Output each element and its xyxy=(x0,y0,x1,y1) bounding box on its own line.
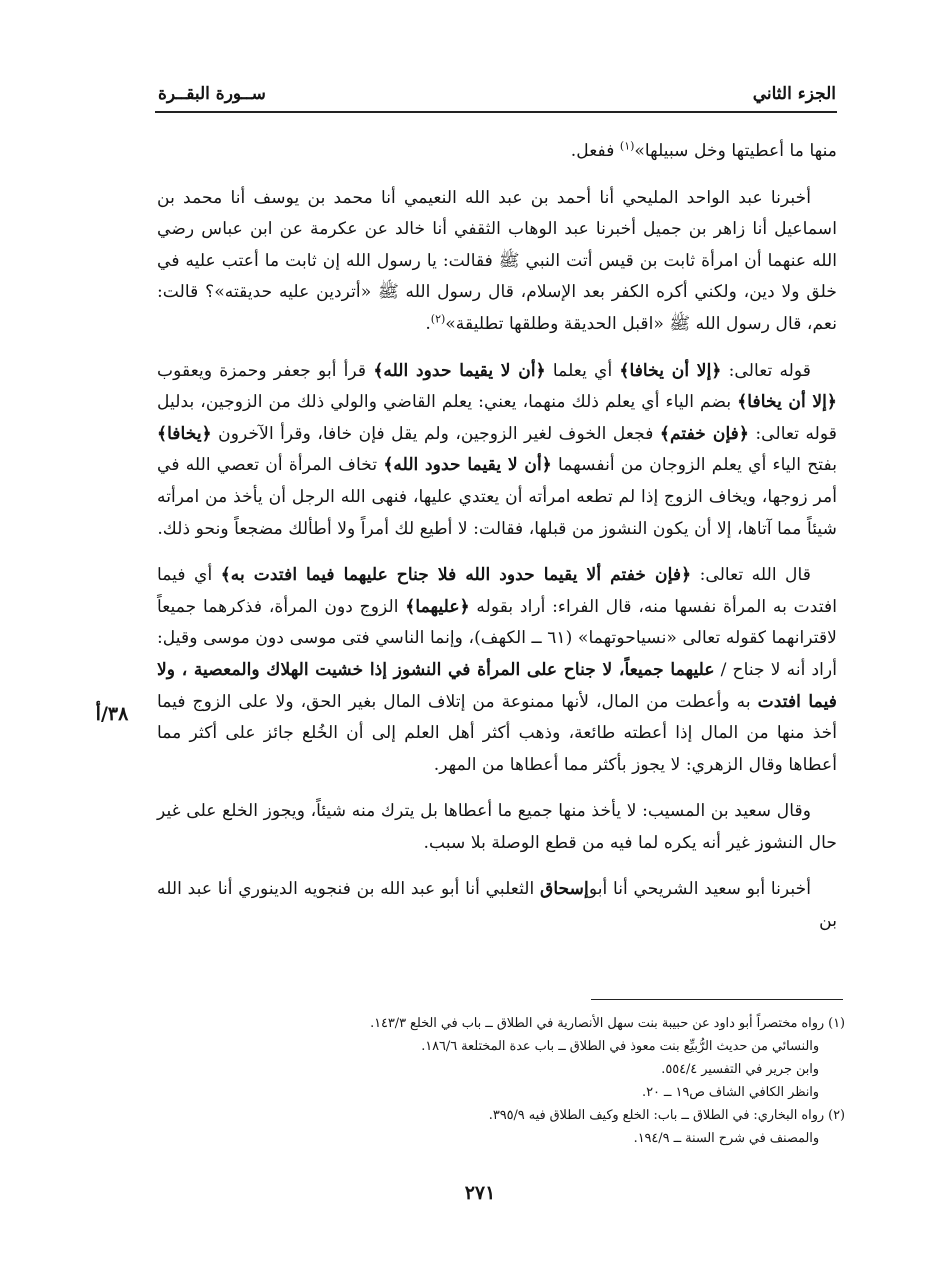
paragraph-2-end: . xyxy=(425,313,431,334)
quran-quote: ﴿فإن خفتم ألا يقيما حدود الله فلا جناح عليهما فيما افتدت به﴾ xyxy=(220,565,692,586)
text-run: الثعلبي أنا أبو عبد الله بن فنجويه الدينوري أنا عبد الله بن xyxy=(157,879,837,932)
main-text xyxy=(157,136,837,938)
text-run: قرأ أبو جعفر وحمزة ويعقوب xyxy=(157,360,374,381)
footnotes xyxy=(300,1012,845,1150)
footnote-1: (١) رواه مختصراً أبو داود عن حبيبة بنت سهل الأنصارية في الطلاق ــ باب في الخلع ١٤٣/٣. xyxy=(370,1016,845,1031)
quran-quote: ﴿أن لا يقيما حدود الله﴾ xyxy=(383,455,552,476)
quran-quote: ﴿إلا أن يخافا﴾ xyxy=(619,360,722,381)
footnote-ref-2: (٢) xyxy=(430,312,446,326)
paragraph-5 xyxy=(157,796,837,859)
footnote-1-line-4: وانظر الكافي الشاف ص١٩ ــ ٢٠. xyxy=(642,1085,819,1100)
manuscript-folio-ref: ٣٨/أ xyxy=(95,703,129,725)
quran-quote: ﴿عليهما﴾ xyxy=(405,596,470,617)
text-run: أي فيما افتدت به المرأة نفسها منه، قال الفراء: أراد بقوله xyxy=(157,565,837,617)
paragraph-4 xyxy=(157,560,837,781)
text-run: فجعل الخوف لغير الزوجين، ولم يقل فإن خافا، وقرأ الآخرون xyxy=(211,423,660,444)
text-run: الزوج دون المرأة، فذكرهما جميعاً لاقترانهما كقوله تعالى «نسياحوتهما» (٦١ ــ الكهف)، وإنما الناسي فتى موسى دون موسى وقيل: أراد أنه لا جناح / xyxy=(157,596,837,680)
footnote-2: (٢) رواه البخاري: في الطلاق ــ باب: الخلع وكيف الطلاق فيه ٣٩٥/٩. xyxy=(488,1108,845,1123)
footnote-1-line-2: والنسائي من حديث الرُّبيِّع بنت معوذ في الطلاق ــ باب عدة المختلعة ١٨٦/٦. xyxy=(421,1039,819,1054)
header-surah: ســورة البقــرة xyxy=(158,84,266,104)
header-rule xyxy=(155,111,837,113)
footnote-rule xyxy=(591,999,843,1000)
footnote-ref-1: (١) xyxy=(619,139,635,153)
paragraph-2 xyxy=(157,183,837,341)
bold-text-run: عليهما جميعاً، لا جناح على المرأة في النشوز إذا خشيت الهلاك والمعصية ، ولا فيما افتدت xyxy=(157,659,837,712)
footnote-1-line-3: وابن جرير في التفسير ٥٥٤/٤. xyxy=(661,1062,819,1077)
text-run: بضم الياء أي يعلم ذلك منهما، يعني: يعلم القاضي والولي ذلك من الزوجين، بدليل قوله تعالى: xyxy=(157,392,837,444)
quran-quote: ﴿يخافا﴾ xyxy=(157,423,212,444)
text-run: قال الله تعالى: xyxy=(691,565,811,586)
text-run: أخبرنا أبو سعيد الشريحي أنا أبو xyxy=(588,879,811,900)
page-number: ٢٧١ xyxy=(464,1182,496,1204)
text-run: أي يعلما xyxy=(545,360,620,381)
page-header xyxy=(158,78,836,110)
quran-quote: ﴿فإن خفتم﴾ xyxy=(659,423,749,444)
header-part: الجزء الثاني xyxy=(752,84,836,104)
paragraph-3 xyxy=(157,356,837,546)
quran-quote: ﴿إلا أن يخافا﴾ xyxy=(737,392,837,413)
text-run: تخاف المرأة أن تعصي الله في أمر زوجها، ويخاف الزوج إذا لم تطعه امرأته أن يعتدي عليها، فنهى الله الرجل أن يأخذ من امرأته شيئاً مما آتاها، إلا أن يكون النشوز من قبلها، فقالت: لا أطيع لك أمراً ولا أطألك مضجعاً ونحو ذلك. xyxy=(157,455,837,539)
paragraph-6 xyxy=(157,874,837,937)
text-run: به وأعطت من المال، لأنها ممنوعة من إتلاف المال بغير الحق، ولا على الزوج فيما أخذ منها من المال إذا أعطته طائعة، وذهب أكثر أهل العلم إلى أن الخُلع جائز على أكثر مما أعطاها وقال الزهري: لا يجوز بأكثر مما أعطاها من المهر. xyxy=(157,691,837,775)
paragraph-2-text: أخبرنا عبد الواحد المليحي أنا أحمد بن عبد الله النعيمي أنا محمد بن يوسف أنا محمد بن اسماعيل أنا زاهر بن جميل أخبرنا عبد الوهاب الثقفي أنا خالد عن عكرمة عن ابن عباس رضي الله عنهما أن امرأة ثابت بن قيس أتت النبي ﷺ فقالت: يا رسول الله إن ثابت ما أعتب عليه في خلق ولا دين، ولكني أكره الكفر بعد الإسلام، قال رسول الله ﷺ «أتردين عليه حديقته»؟ قالت: نعم، قال رسول الله ﷺ «اقبل الحديقة وطلقها تطليقة» xyxy=(157,187,837,334)
text-run: قوله تعالى: xyxy=(721,360,812,381)
paragraph-5-text: وقال سعيد بن المسيب: لا يأخذ منها جميع ما أعطاها بل يترك منه شيئاً، ويجوز الخلع على غير حال النشوز غير أنه يكره لما فيه من قطع الوصلة بلا سبب. xyxy=(157,801,837,853)
bold-text-run: إسحاق xyxy=(539,879,589,900)
paragraph-1 xyxy=(157,136,837,168)
text-run: بفتح الياء أي يعلم الزوجان من أنفسهما xyxy=(551,455,837,476)
paragraph-1-end: ففعل. xyxy=(570,141,620,161)
footnote-2-line-2: والمصنف في شرح السنة ــ ١٩٤/٩. xyxy=(633,1131,819,1146)
quran-quote: ﴿أن لا يقيما حدود الله﴾ xyxy=(373,360,546,381)
paragraph-1-text: منها ما أعطيتها وخل سبيلها» xyxy=(634,141,837,161)
